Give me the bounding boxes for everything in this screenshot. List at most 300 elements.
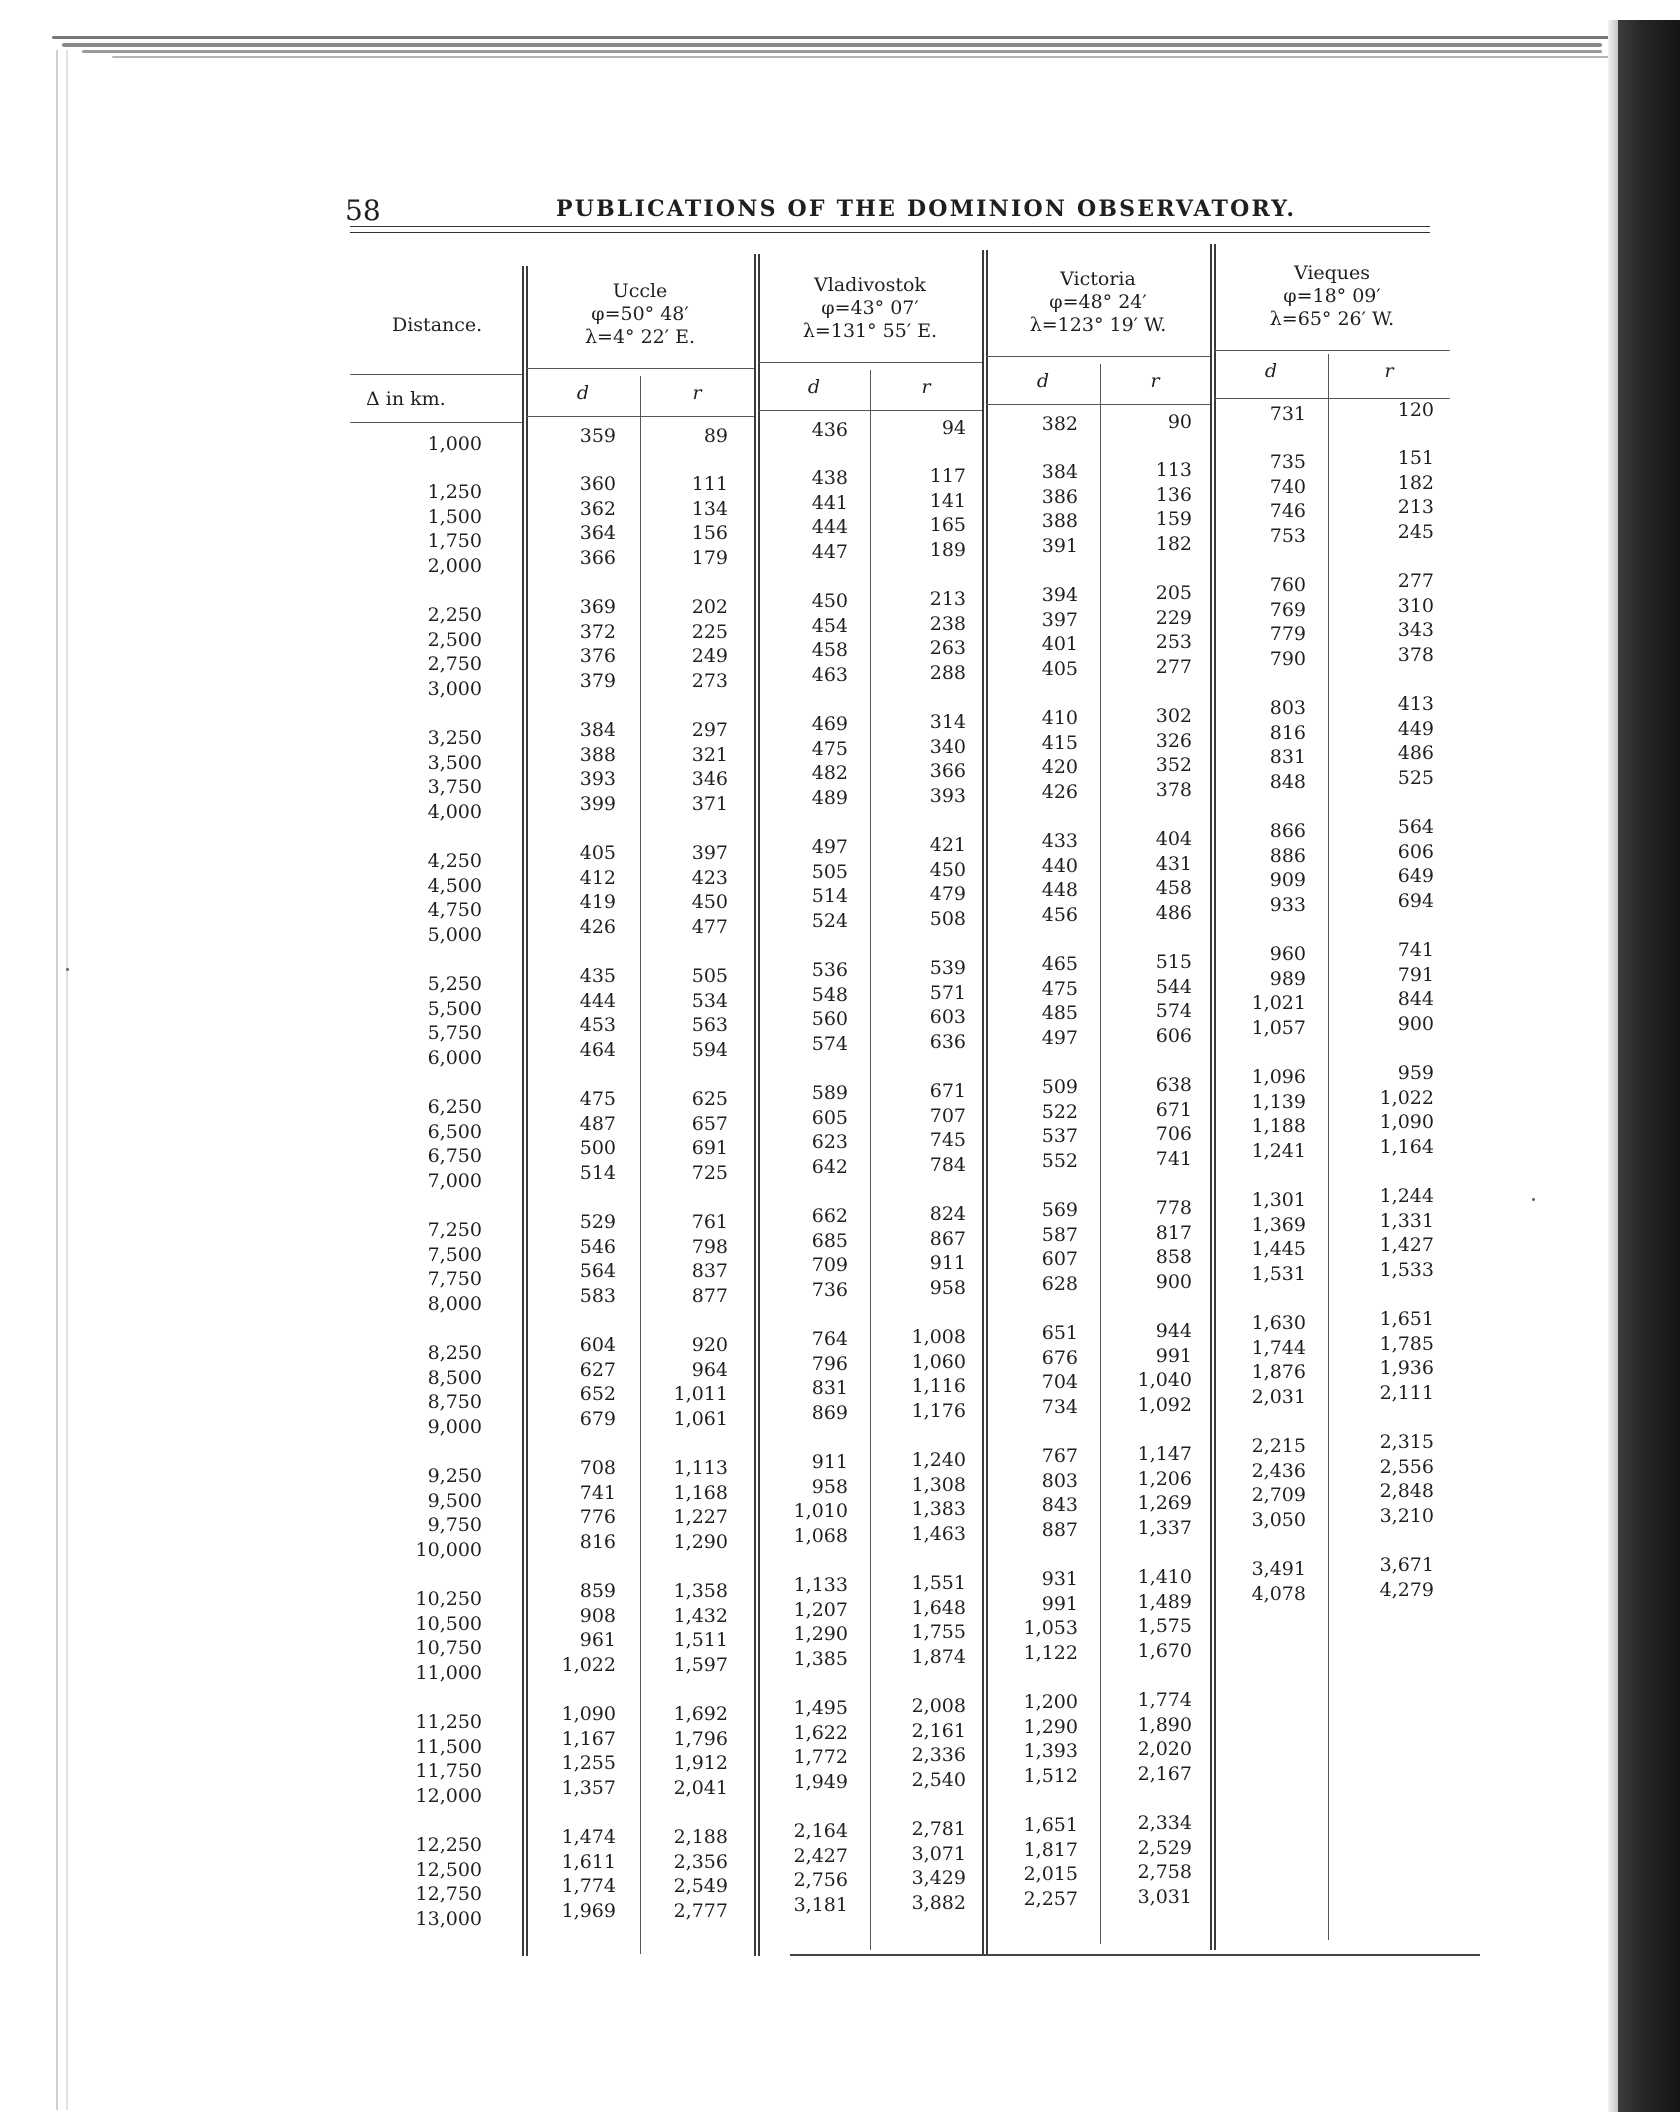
- vladivostok-d-cell: 911: [811, 1451, 848, 1473]
- vladivostok-d-cell: 438: [811, 467, 848, 489]
- victoria-d-cell: 433: [1041, 830, 1078, 852]
- vladivostok-d-cell: 1,495: [793, 1697, 848, 1719]
- vieques-d-cell: 1,369: [1251, 1213, 1306, 1236]
- vieques-r-cell: 343: [1397, 619, 1434, 642]
- page-stack-top-edge: [52, 36, 1627, 60]
- victoria-r-cell: 159: [1155, 508, 1192, 531]
- vladivostok-d-cell: 3,181: [793, 1893, 848, 1916]
- vladivostok-d-cell: 458: [811, 639, 848, 662]
- header-rule: [986, 356, 1210, 357]
- distance-cell: 11,750: [415, 1760, 482, 1783]
- vladivostok-d-header: d: [807, 376, 821, 398]
- uccle-r-cell: 877: [691, 1284, 728, 1307]
- vladivostok-d-cell: 736: [811, 1278, 848, 1301]
- subcolumn-divider: [1100, 364, 1101, 1944]
- victoria-d-cell: 456: [1041, 903, 1078, 926]
- victoria-r-cell: 404: [1155, 828, 1192, 850]
- victoria-r-cell: 1,040: [1137, 1369, 1192, 1392]
- vieques-r-cell: 1,164: [1379, 1135, 1434, 1158]
- distance-cell: 12,000: [415, 1784, 482, 1807]
- victoria-r-cell: 326: [1155, 729, 1192, 752]
- distance-cell: 1,000: [427, 433, 482, 455]
- victoria-d-cell: 405: [1041, 657, 1078, 680]
- vieques-r-cell: 1,022: [1379, 1086, 1434, 1109]
- vieques-d-cell: 746: [1269, 500, 1306, 523]
- vladivostok-d-cell: 1,385: [793, 1647, 848, 1670]
- victoria-r-cell: 574: [1155, 1000, 1192, 1023]
- uccle-r-cell: 920: [691, 1334, 728, 1356]
- uccle-d-cell: 364: [579, 522, 616, 545]
- uccle-r-cell: 798: [691, 1235, 728, 1258]
- victoria-d-cell: 2,015: [1023, 1863, 1078, 1886]
- distance-cell: 3,250: [427, 727, 482, 749]
- distance-cell: 7,750: [427, 1268, 482, 1291]
- distance-cell: 10,500: [415, 1612, 482, 1635]
- vieques-d-cell: 866: [1269, 820, 1306, 842]
- vieques-d-cell: 960: [1269, 943, 1306, 965]
- uccle-r-header: r: [692, 382, 702, 404]
- vladivostok-r-cell: 189: [929, 538, 966, 561]
- victoria-r-cell: 1,890: [1137, 1713, 1192, 1736]
- vladivostok-d-cell: 958: [811, 1475, 848, 1498]
- header-rule: [350, 374, 522, 375]
- vladivostok-d-cell: 482: [811, 762, 848, 785]
- vladivostok-r-cell: 2,540: [911, 1768, 966, 1791]
- distance-cell: 8,500: [427, 1366, 482, 1389]
- vieques-d-cell: 909: [1269, 869, 1306, 892]
- uccle-d-cell: 360: [579, 473, 616, 495]
- victoria-r-cell: 2,529: [1137, 1836, 1192, 1859]
- station-latitude: φ=48° 24′: [1049, 291, 1147, 313]
- vladivostok-r-cell: 571: [929, 981, 966, 1004]
- uccle-r-cell: 273: [691, 669, 728, 692]
- vieques-d-cell: 779: [1269, 623, 1306, 646]
- vladivostok-r-cell: 263: [929, 637, 966, 660]
- vladivostok-r-cell: 784: [929, 1153, 966, 1176]
- vladivostok-d-cell: 796: [811, 1352, 848, 1375]
- victoria-d-cell: 440: [1041, 854, 1078, 877]
- victoria-r-cell: 1,774: [1137, 1689, 1192, 1711]
- uccle-d-cell: 529: [579, 1211, 616, 1233]
- vieques-r-cell: 3,210: [1379, 1504, 1434, 1527]
- station-name: Vieques: [1293, 262, 1371, 284]
- uccle-d-cell: 741: [579, 1481, 616, 1504]
- victoria-r-cell: 741: [1155, 1147, 1192, 1170]
- vladivostok-r-cell: 1,648: [911, 1596, 966, 1619]
- vieques-d-cell: 2,709: [1251, 1484, 1306, 1507]
- header-rule: [758, 410, 982, 411]
- vladivostok-r-cell: 94: [941, 417, 966, 439]
- uccle-r-cell: 534: [691, 989, 728, 1012]
- distance-cell: 7,000: [427, 1169, 482, 1192]
- vieques-d-cell: 1,876: [1251, 1361, 1306, 1384]
- vladivostok-d-cell: 1,949: [793, 1770, 848, 1793]
- header-rule: [986, 404, 1210, 405]
- station-name: Vladivostok: [814, 274, 926, 296]
- uccle-d-header: d: [576, 382, 590, 404]
- uccle-d-cell: 1,969: [561, 1899, 616, 1922]
- distance-cell: 4,750: [427, 899, 482, 922]
- vieques-d-cell: 989: [1269, 967, 1306, 990]
- uccle-d-cell: 1,774: [561, 1875, 616, 1898]
- vieques-d-cell: 1,139: [1251, 1090, 1306, 1113]
- vieques-d-cell: 1,445: [1251, 1238, 1306, 1261]
- uccle-d-cell: 399: [579, 792, 616, 815]
- distance-cell: 6,500: [427, 1120, 482, 1143]
- vieques-r-cell: 310: [1397, 594, 1434, 617]
- victoria-d-cell: 522: [1041, 1100, 1078, 1123]
- vladivostok-d-cell: 589: [811, 1082, 848, 1104]
- vladivostok-d-cell: 623: [811, 1131, 848, 1154]
- vladivostok-r-cell: 867: [929, 1227, 966, 1250]
- vladivostok-r-cell: 636: [929, 1030, 966, 1053]
- vieques-d-cell: 1,241: [1251, 1139, 1306, 1162]
- uccle-d-cell: 376: [579, 645, 616, 668]
- station-longitude: λ=131° 55′ E.: [802, 320, 938, 342]
- vieques-r-cell: 741: [1397, 939, 1434, 961]
- vieques-r-cell: 1,533: [1379, 1258, 1434, 1281]
- victoria-r-cell: 671: [1155, 1098, 1192, 1121]
- vieques-d-cell: 1,057: [1251, 1016, 1306, 1039]
- distance-cell: 11,000: [415, 1661, 482, 1684]
- vieques-d-cell: 1,188: [1251, 1115, 1306, 1138]
- uccle-d-cell: 776: [579, 1506, 616, 1529]
- vieques-d-cell: 1,744: [1251, 1336, 1306, 1359]
- victoria-d-cell: 587: [1041, 1223, 1078, 1246]
- uccle-r-cell: 1,432: [673, 1604, 728, 1627]
- vladivostok-d-cell: 560: [811, 1008, 848, 1031]
- vieques-d-cell: 740: [1269, 475, 1306, 498]
- uccle-r-cell: 450: [691, 891, 728, 914]
- vieques-d-cell: 4,078: [1251, 1582, 1306, 1605]
- running-head: [0, 188, 1680, 228]
- victoria-d-cell: 415: [1041, 731, 1078, 754]
- header-double-rule: [350, 226, 1430, 233]
- distance-header: Distance.: [392, 314, 483, 336]
- vieques-r-cell: 649: [1397, 865, 1434, 888]
- vladivostok-r-cell: 3,071: [911, 1842, 966, 1865]
- distance-cell: 9,250: [427, 1465, 482, 1487]
- distance-cell: 13,000: [415, 1907, 482, 1930]
- distance-cell: 11,250: [415, 1711, 482, 1733]
- vieques-r-cell: 4,279: [1379, 1578, 1434, 1601]
- vladivostok-r-cell: 165: [929, 514, 966, 537]
- station-header-vieques: [1214, 262, 1450, 331]
- victoria-d-cell: 651: [1041, 1322, 1078, 1344]
- victoria-d-cell: 843: [1041, 1494, 1078, 1517]
- uccle-r-cell: 2,356: [673, 1850, 728, 1873]
- victoria-d-cell: 628: [1041, 1272, 1078, 1295]
- victoria-r-cell: 638: [1155, 1074, 1192, 1096]
- victoria-d-cell: 1,053: [1023, 1617, 1078, 1640]
- uccle-d-cell: 369: [579, 596, 616, 618]
- vladivostok-r-cell: 340: [929, 735, 966, 758]
- vladivostok-d-cell: 524: [811, 909, 848, 932]
- vladivostok-d-cell: 469: [811, 713, 848, 735]
- uccle-d-cell: 1,611: [561, 1850, 616, 1873]
- victoria-d-cell: 497: [1041, 1026, 1078, 1049]
- station-latitude: φ=18° 09′: [1283, 285, 1381, 307]
- distance-cell: 9,500: [427, 1489, 482, 1512]
- vieques-r-cell: 378: [1397, 643, 1434, 666]
- uccle-r-cell: 156: [691, 522, 728, 545]
- vladivostok-d-cell: 2,756: [793, 1869, 848, 1892]
- vieques-r-cell: 525: [1397, 766, 1434, 789]
- vieques-d-cell: 831: [1269, 746, 1306, 769]
- distance-cell: 5,250: [427, 973, 482, 995]
- table-bottom-rule: [790, 1954, 1480, 1956]
- vieques-r-cell: 1,785: [1379, 1332, 1434, 1355]
- vladivostok-d-cell: 489: [811, 786, 848, 809]
- victoria-r-cell: 1,337: [1137, 1516, 1192, 1539]
- distance-cell: 5,000: [427, 923, 482, 946]
- vieques-d-cell: 803: [1269, 697, 1306, 719]
- victoria-d-cell: 1,512: [1023, 1764, 1078, 1787]
- victoria-r-cell: 2,167: [1137, 1762, 1192, 1785]
- uccle-d-cell: 366: [579, 546, 616, 569]
- vieques-r-cell: 564: [1397, 816, 1434, 838]
- victoria-r-cell: 90: [1167, 411, 1192, 433]
- vladivostok-r-cell: 1,308: [911, 1473, 966, 1496]
- vieques-r-cell: 900: [1397, 1012, 1434, 1035]
- distance-cell: 4,500: [427, 874, 482, 897]
- vieques-r-cell: 1,090: [1379, 1111, 1434, 1134]
- vieques-d-cell: 753: [1269, 524, 1306, 547]
- victoria-d-cell: 2,257: [1023, 1887, 1078, 1910]
- header-rule: [350, 422, 522, 423]
- victoria-d-cell: 734: [1041, 1395, 1078, 1418]
- vladivostok-r-cell: 479: [929, 883, 966, 906]
- uccle-d-cell: 500: [579, 1137, 616, 1160]
- uccle-r-cell: 1,061: [673, 1407, 728, 1430]
- victoria-d-cell: 1,200: [1023, 1691, 1078, 1713]
- distance-cell: 10,250: [415, 1588, 482, 1610]
- uccle-d-cell: 487: [579, 1112, 616, 1135]
- uccle-r-cell: 691: [691, 1137, 728, 1160]
- uccle-r-cell: 725: [691, 1161, 728, 1184]
- vladivostok-d-cell: 764: [811, 1328, 848, 1350]
- distance-cell: 6,000: [427, 1046, 482, 1069]
- vladivostok-d-cell: 685: [811, 1229, 848, 1252]
- victoria-d-cell: 1,651: [1023, 1814, 1078, 1836]
- uccle-r-cell: 111: [691, 473, 728, 495]
- vladivostok-r-cell: 508: [929, 907, 966, 930]
- vieques-d-cell: 790: [1269, 647, 1306, 670]
- victoria-r-cell: 302: [1155, 705, 1192, 727]
- vieques-d-cell: 1,096: [1251, 1066, 1306, 1088]
- vladivostok-d-cell: 475: [811, 737, 848, 760]
- victoria-d-cell: 426: [1041, 780, 1078, 803]
- victoria-d-cell: 384: [1041, 461, 1078, 483]
- distance-cell: 7,250: [427, 1219, 482, 1241]
- victoria-d-cell: 767: [1041, 1445, 1078, 1467]
- vieques-d-cell: 769: [1269, 598, 1306, 621]
- scan-speck: [66, 968, 69, 971]
- distance-cell: 2,750: [427, 653, 482, 676]
- uccle-r-cell: 1,290: [673, 1530, 728, 1553]
- uccle-d-cell: 388: [579, 743, 616, 766]
- distance-cell: 4,000: [427, 800, 482, 823]
- uccle-r-cell: 346: [691, 768, 728, 791]
- vladivostok-r-cell: 1,176: [911, 1399, 966, 1422]
- uccle-d-cell: 362: [579, 497, 616, 520]
- vieques-d-cell: 933: [1269, 893, 1306, 916]
- travel-time-table: [350, 242, 1480, 1962]
- vladivostok-d-cell: 1,133: [793, 1574, 848, 1596]
- vladivostok-r-cell: 238: [929, 612, 966, 635]
- scan-speck: [1532, 1198, 1535, 1201]
- uccle-r-cell: 134: [691, 497, 728, 520]
- vladivostok-d-cell: 436: [811, 419, 848, 441]
- victoria-d-cell: 569: [1041, 1199, 1078, 1221]
- vladivostok-d-cell: 831: [811, 1377, 848, 1400]
- header-rule: [1214, 350, 1450, 351]
- subcolumn-divider: [640, 376, 641, 1954]
- victoria-d-cell: 410: [1041, 707, 1078, 729]
- uccle-r-cell: 1,227: [673, 1506, 728, 1529]
- vieques-d-cell: 1,301: [1251, 1189, 1306, 1211]
- victoria-r-cell: 113: [1155, 459, 1192, 481]
- uccle-d-cell: 444: [579, 989, 616, 1012]
- uccle-r-cell: 505: [691, 965, 728, 987]
- uccle-r-cell: 2,188: [673, 1826, 728, 1848]
- victoria-d-header: d: [1036, 370, 1050, 392]
- station-name: Victoria: [1060, 268, 1136, 290]
- station-header-victoria: [986, 268, 1210, 337]
- victoria-r-cell: 458: [1155, 877, 1192, 900]
- victoria-r-cell: 1,147: [1137, 1443, 1192, 1465]
- uccle-r-cell: 179: [691, 546, 728, 569]
- victoria-d-cell: 386: [1041, 485, 1078, 508]
- distance-cell: 10,750: [415, 1637, 482, 1660]
- uccle-d-cell: 1,022: [561, 1653, 616, 1676]
- victoria-r-cell: 486: [1155, 901, 1192, 924]
- distance-cell: 3,500: [427, 751, 482, 774]
- victoria-r-cell: 1,489: [1137, 1590, 1192, 1613]
- vieques-r-cell: 791: [1397, 963, 1434, 986]
- vladivostok-d-cell: 514: [811, 885, 848, 908]
- distance-cell: 1,750: [427, 530, 482, 553]
- victoria-r-cell: 900: [1155, 1270, 1192, 1293]
- vieques-d-cell: 2,215: [1251, 1435, 1306, 1457]
- distance-cell: 9,000: [427, 1415, 482, 1438]
- victoria-r-cell: 544: [1155, 975, 1192, 998]
- uccle-r-cell: 1,912: [673, 1752, 728, 1775]
- vieques-r-cell: 1,651: [1379, 1308, 1434, 1330]
- column-divider: [754, 254, 756, 1956]
- station-header-vladivostok: [758, 274, 982, 343]
- uccle-d-cell: 1,167: [561, 1727, 616, 1750]
- vieques-r-cell: 606: [1397, 840, 1434, 863]
- vladivostok-r-cell: 366: [929, 760, 966, 783]
- vieques-d-cell: 2,031: [1251, 1385, 1306, 1408]
- distance-cell: 7,500: [427, 1243, 482, 1266]
- vladivostok-r-cell: 2,008: [911, 1695, 966, 1717]
- column-divider: [522, 266, 524, 1956]
- vladivostok-r-cell: 421: [929, 834, 966, 856]
- vieques-d-cell: 731: [1269, 403, 1306, 425]
- vieques-d-cell: 848: [1269, 770, 1306, 793]
- uccle-d-cell: 604: [579, 1334, 616, 1356]
- uccle-d-cell: 412: [579, 866, 616, 889]
- victoria-d-cell: 401: [1041, 633, 1078, 656]
- page-stack-left-edge: [56, 50, 80, 2110]
- victoria-d-cell: 394: [1041, 584, 1078, 606]
- vladivostok-d-cell: 1,207: [793, 1598, 848, 1621]
- vladivostok-d-cell: 463: [811, 663, 848, 686]
- vladivostok-r-cell: 824: [929, 1203, 966, 1225]
- victoria-r-cell: 1,092: [1137, 1393, 1192, 1416]
- distance-cell: 10,000: [415, 1538, 482, 1561]
- vladivostok-r-cell: 213: [929, 588, 966, 610]
- victoria-d-cell: 485: [1041, 1002, 1078, 1025]
- vieques-r-cell: 213: [1397, 496, 1434, 519]
- uccle-d-cell: 583: [579, 1284, 616, 1307]
- victoria-r-cell: 431: [1155, 852, 1192, 875]
- uccle-d-cell: 679: [579, 1407, 616, 1430]
- victoria-d-cell: 803: [1041, 1469, 1078, 1492]
- vladivostok-r-cell: 958: [929, 1276, 966, 1299]
- victoria-d-cell: 388: [1041, 510, 1078, 533]
- uccle-r-cell: 423: [691, 866, 728, 889]
- vladivostok-r-cell: 288: [929, 661, 966, 684]
- uccle-r-cell: 2,041: [673, 1776, 728, 1799]
- victoria-r-cell: 3,031: [1137, 1885, 1192, 1908]
- vladivostok-d-cell: 1,622: [793, 1721, 848, 1744]
- uccle-d-cell: 1,255: [561, 1752, 616, 1775]
- victoria-d-cell: 931: [1041, 1568, 1078, 1590]
- distance-cell: 2,250: [427, 604, 482, 626]
- vieques-r-cell: 2,315: [1379, 1431, 1434, 1453]
- uccle-d-cell: 908: [579, 1604, 616, 1627]
- vladivostok-d-cell: 536: [811, 959, 848, 981]
- vladivostok-r-cell: 1,874: [911, 1645, 966, 1668]
- vieques-r-cell: 2,111: [1379, 1381, 1434, 1404]
- vladivostok-d-cell: 444: [811, 516, 848, 539]
- uccle-r-cell: 1,358: [673, 1580, 728, 1602]
- subcolumn-divider: [870, 370, 871, 1950]
- uccle-r-cell: 249: [691, 645, 728, 668]
- victoria-r-cell: 706: [1155, 1123, 1192, 1146]
- station-header-uccle: [526, 280, 754, 349]
- vieques-r-cell: 1,936: [1379, 1357, 1434, 1380]
- uccle-r-cell: 371: [691, 792, 728, 815]
- uccle-d-cell: 419: [579, 891, 616, 914]
- vladivostok-d-cell: 1,290: [793, 1623, 848, 1646]
- victoria-d-cell: 465: [1041, 953, 1078, 975]
- uccle-r-cell: 397: [691, 842, 728, 864]
- vieques-r-cell: 694: [1397, 889, 1434, 912]
- column-divider: [982, 250, 984, 1956]
- vieques-r-cell: 1,244: [1379, 1185, 1434, 1207]
- uccle-r-cell: 477: [691, 915, 728, 938]
- book-cover-edge: [1618, 20, 1680, 2112]
- uccle-d-cell: 426: [579, 915, 616, 938]
- vieques-d-cell: 2,436: [1251, 1459, 1306, 1482]
- vladivostok-r-cell: 911: [929, 1252, 966, 1275]
- victoria-r-cell: 205: [1155, 582, 1192, 604]
- vladivostok-r-cell: 450: [929, 858, 966, 881]
- uccle-r-cell: 563: [691, 1014, 728, 1037]
- vieques-d-cell: 1,630: [1251, 1312, 1306, 1334]
- distance-cell: 3,000: [427, 677, 482, 700]
- vieques-r-cell: 1,331: [1379, 1209, 1434, 1232]
- uccle-d-cell: 464: [579, 1038, 616, 1061]
- vieques-r-cell: 844: [1397, 988, 1434, 1011]
- victoria-d-cell: 887: [1041, 1518, 1078, 1541]
- vieques-d-cell: 3,491: [1251, 1558, 1306, 1580]
- page-number: 58: [345, 194, 381, 227]
